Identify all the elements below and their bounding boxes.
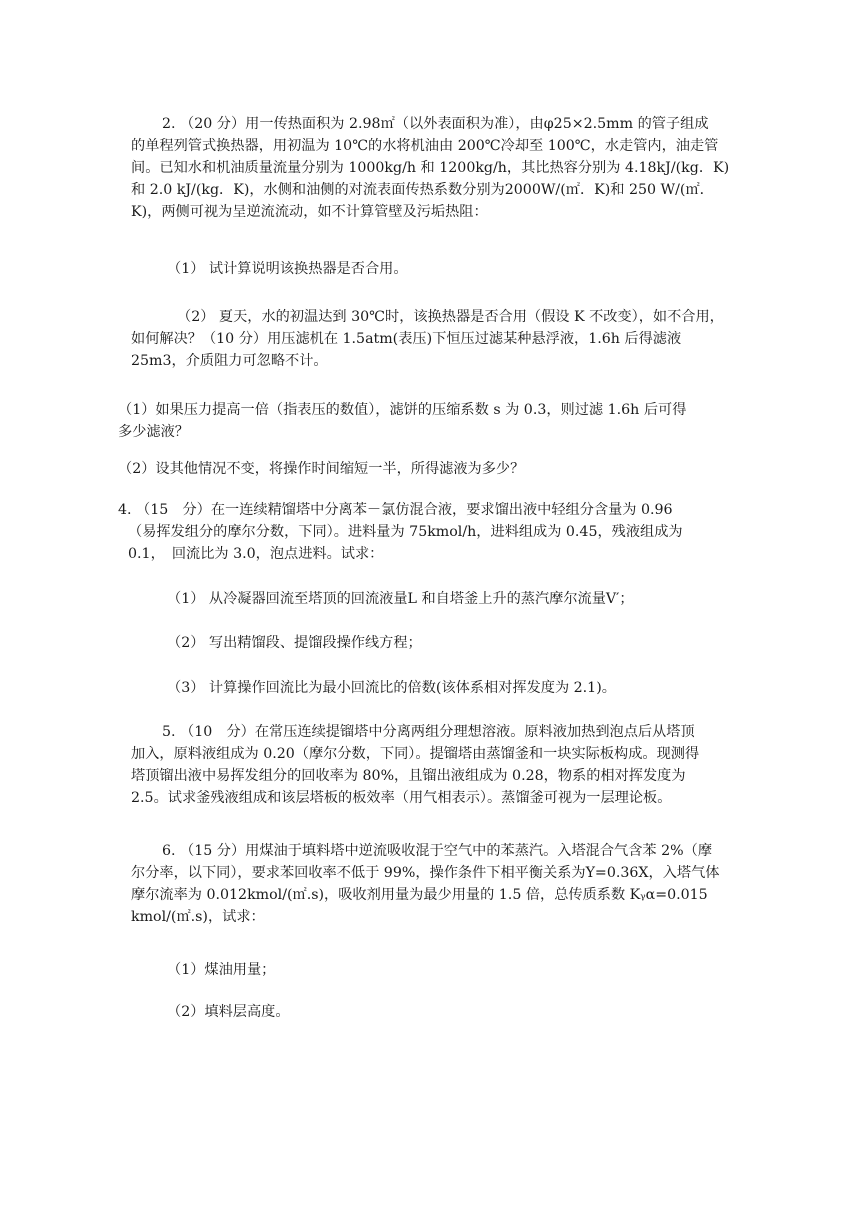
text-line: 和 2.0 kJ/(kg．K)，水侧和油侧的对流表面传热系数分别为2000W/(㎡．K)和 250 W/(㎡． bbox=[131, 182, 714, 198]
question-4-sub-3 bbox=[167, 677, 616, 699]
text-line: （2） 写出精馏段、提馏段操作线方程； bbox=[167, 635, 422, 651]
question-4-sub-1 bbox=[167, 588, 634, 610]
text-line: 0.1， 回流比为 3.0，泡点进料。试求： bbox=[128, 546, 384, 562]
question-6-sub-1 bbox=[167, 959, 275, 981]
question-3-sub-2 bbox=[118, 458, 524, 480]
text-line: （2）设其他情况不变，将操作时间缩短一半，所得滤液为多少？ bbox=[118, 461, 525, 477]
text-line: 加入，原料液组成为 0.20（摩尔分数，下同）。提镏塔由蒸馏釜和一块实际板构成。现测得 bbox=[131, 746, 700, 762]
text-line: 6. （15 分）用煤油于填料塔中逆流吸收混于空气中的苯蒸汽。入塔混合气含苯 2%（摩 bbox=[162, 843, 713, 859]
text-line: 2.5。试求釜残液组成和该层塔板的板效率（用气相表示）。蒸馏釜可视为一层理论板。 bbox=[131, 790, 672, 806]
text-line: 2. （20 分）用一传热面积为 2.98㎡（以外表面积为准），由φ25×2.5mm 的管子组成 bbox=[162, 116, 709, 132]
text-line: 5. （10 分）在常压连续提镏塔中分离两组分理想溶液。原料液加热到泡点后从塔顶 bbox=[162, 724, 695, 740]
text-line: （易挥发组分的摩尔分数，下同）。进料量为 75kmol/h，进料组成为 0.45，残液组成为 bbox=[128, 524, 683, 540]
text-line: 间。已知水和机油质量流量分别为 1000kg/h 和 1200kg/h，其比热容分别为 4.18kJ/(kg．K) bbox=[131, 160, 730, 176]
text-line: 塔顶镏出液中易挥发组分的回收率为 80%，且镏出液组成为 0.28，物系的相对挥发度为 bbox=[131, 768, 686, 784]
question-3-sub-1 bbox=[118, 399, 686, 443]
text-line: K)，两侧可视为呈逆流流动，如不计算管壁及污垢热阻： bbox=[131, 204, 488, 220]
text-line: 的单程列管式换热器，用初温为 10℃的水将机油由 200℃冷却至 100℃，水走管内，油走管 bbox=[131, 138, 719, 154]
text-line: （1）如果压力提高一倍（指表压的数值），滤饼的压缩系数 s 为 0.3，则过滤 1.6h 后可得 bbox=[118, 402, 687, 418]
question-6-sub-2 bbox=[167, 1001, 290, 1023]
text-line: 多少滤液？ bbox=[118, 424, 189, 440]
text-line: 摩尔流率为 0.012kmol/(㎡.s)，吸收剂用量为最少用量的 1.5 倍，总传质系数 Kᵧα=0.015 bbox=[131, 887, 708, 903]
question-6-text bbox=[131, 840, 719, 928]
question-5-text bbox=[131, 721, 699, 809]
question-2-text bbox=[131, 113, 729, 223]
text-line: 如何解决？（10 分）用压滤机在 1.5atm(表压)下恒压过滤某种悬浮液，1.6h 后得滤液 bbox=[131, 331, 682, 347]
text-line: （3） 计算操作回流比为最小回流比的倍数(该体系相对挥发度为 2.1)。 bbox=[167, 680, 616, 696]
question-2-sub-1 bbox=[167, 258, 408, 280]
question-4-text bbox=[118, 499, 683, 565]
text-line: （2） 夏天，水的初温达到 30℃时，该换热器是否合用（假设 K 不改变），如不合用， bbox=[177, 309, 724, 325]
question-4-sub-2 bbox=[167, 632, 422, 654]
text-line: （2）填料层高度。 bbox=[167, 1004, 290, 1020]
text-line: （1） 从冷凝器回流至塔顶的回流液量L 和自塔釜上升的蒸汽摩尔流量V′； bbox=[167, 591, 634, 607]
text-line: 4. （15 分）在一连续精馏塔中分离苯－氯仿混合液，要求馏出液中轻组分含量为 0.96 bbox=[118, 502, 673, 518]
text-line: （1） 试计算说明该换热器是否合用。 bbox=[167, 261, 408, 277]
question-2-sub-2 bbox=[131, 306, 724, 372]
text-line: 25m3，介质阻力可忽略不计。 bbox=[131, 353, 328, 369]
text-line: kmol/(㎡.s)，试求： bbox=[131, 909, 265, 925]
text-line: （1）煤油用量； bbox=[167, 962, 276, 978]
text-line: 尔分率，以下同），要求苯回收率不低于 99%，操作条件下相平衡关系为Y=0.36X，入塔气体 bbox=[131, 865, 720, 881]
